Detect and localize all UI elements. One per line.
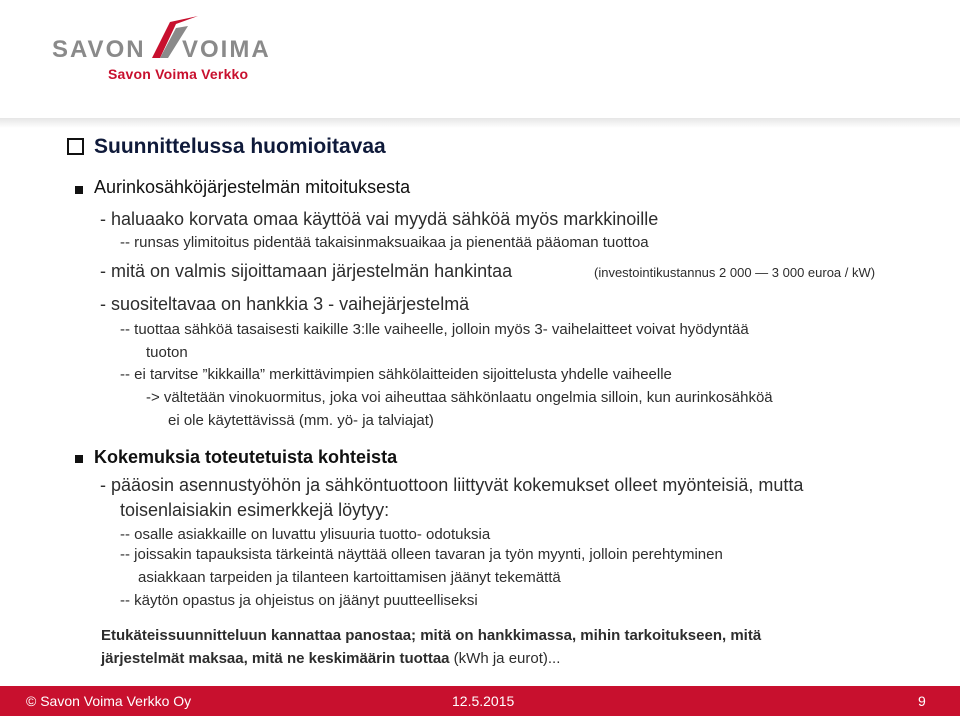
section1-line: - mitä on valmis sijoittamaan järjestelmän hankintaa	[100, 261, 513, 281]
section1-line: -- ei tarvitse ”kikkailla” merkittävimpien sähkölaitteiden sijoittelusta yhdelle vaiheelle	[120, 366, 672, 383]
section2-line: -- joissakin tapauksista tärkeintä näyttää olleen tavaran ja työn myynti, jolloin perehtyminen	[120, 546, 723, 563]
section1-line: tuoton	[146, 344, 188, 361]
section2-line: - pääosin asennustyöhön ja sähköntuottoon liittyvät kokemukset olleet myönteisiä, mutta	[100, 475, 804, 495]
section1-line-note: (investointikustannus 2 000 — 3 000 euroa / kW)	[594, 265, 876, 280]
square-bullet-icon	[75, 186, 83, 194]
section2-heading: Kokemuksia toteutetuista kohteista	[94, 447, 398, 467]
section1-line: -> vältetään vinokuormitus, joka voi aiheuttaa sähkönlaatu ongelmia silloin, kun aurinkosähköä	[146, 389, 773, 406]
page-number: 9	[918, 693, 926, 709]
logo-graphic	[48, 14, 288, 106]
header-divider	[0, 118, 960, 128]
conclusion-line: Etukäteissuunnitteluun kannattaa panostaa; mitä on hankkimassa, mihin tarkoitukseen, mitä	[101, 627, 762, 644]
conclusion-tail: (kWh ja eurot)...	[449, 650, 561, 667]
footer-date: 12.5.2015	[452, 693, 515, 709]
slide-footer	[0, 686, 960, 716]
section2-line: -- käytön opastus ja ohjeistus on jäänyt puutteelliseksi	[120, 592, 478, 609]
logo-subtitle: Savon Voima Verkko	[108, 66, 249, 82]
svg-text:SAVON: SAVON	[52, 36, 146, 63]
svg-text:VOIMA: VOIMA	[182, 36, 271, 63]
slide-header	[0, 0, 960, 126]
section1-heading: Aurinkosähköjärjestelmän mitoituksesta	[94, 177, 411, 197]
section2-line: -- osalle asiakkaille on luvattu ylisuuria tuotto- odotuksia	[120, 526, 491, 543]
slide-title: Suunnittelussa huomioitavaa	[94, 135, 386, 158]
section2-line: toisenlaisiakin esimerkkejä löytyy:	[120, 500, 390, 520]
section1-line: -- runsas ylimitoitus pidentää takaisinmaksuaikaa ja pienentää pääoman tuottoa	[120, 234, 649, 251]
conclusion-line	[101, 650, 560, 667]
conclusion-emphasis: järjestelmät maksaa, mitä ne keskimäärin tuottaa	[101, 650, 450, 667]
section2-line: asiakkaan tarpeiden ja tilanteen kartoittamisen jäänyt tekemättä	[138, 569, 561, 586]
savon-voima-logo	[48, 14, 288, 106]
checkbox-bullet-icon	[67, 138, 84, 155]
section1-line: - haluaako korvata omaa käyttöä vai myydä sähköä myös markkinoille	[100, 209, 659, 229]
section1-line: -- tuottaa sähköä tasaisesti kaikille 3:lle vaiheelle, jolloin myös 3- vaihelaitteet voivat hyödyntää	[120, 321, 749, 338]
footer-copyright: © Savon Voima Verkko Oy	[26, 693, 192, 709]
square-bullet-icon	[75, 455, 83, 463]
section1-line: ei ole käytettävissä (mm. yö- ja talviajat)	[168, 412, 434, 429]
section1-line: - suositeltavaa on hankkia 3 - vaihejärjestelmä	[100, 294, 470, 314]
